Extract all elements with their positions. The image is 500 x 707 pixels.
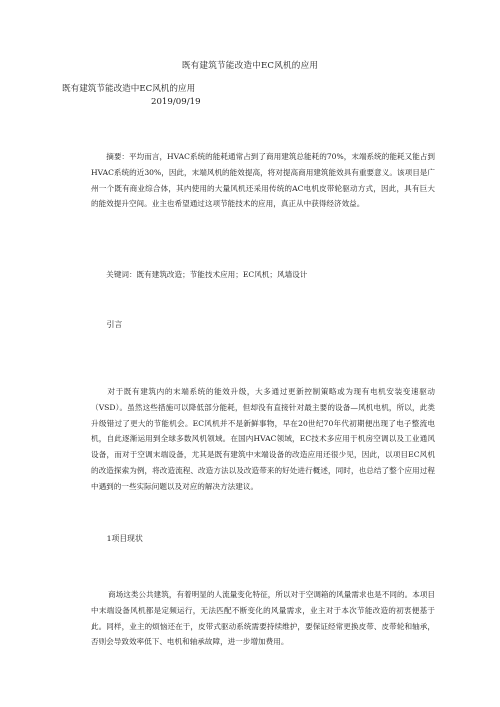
section-1-paragraph: 商场这类公共建筑，有着明显的人流量变化特征，所以对于空调箱的风量需求也是不同的。本项目中末端设备风机都是定频运行，无法匹配不断变化的风量需求，业主对于本次节能改造的初衷便基于此。同样，业主的烦恼还在于，皮带式驱动系统需要持续维护，要保证经常更换皮带、皮带轮和轴承，否则会导致效率低下、电机和轴承故障，进一步增加费用。	[91, 590, 435, 647]
document-title: 既有建筑节能改造中EC风机的应用	[181, 61, 319, 71]
abstract-paragraph: 摘要：平均而言，HVAC系统的能耗通常占到了商用建筑总能耗的70%，末端系统的能耗又能占到HVAC系统的近30%，因此，末端风机的能效提高，将对提高商用建筑能效具有重要意义。该项目是广州一个既有商业综合体，其内使用的大量风机还采用传统的AC电机皮带轮驱动方式，因此，具有巨大的能效提升空间。业主也希望通过这项节能技术的应用，真正从中获得经济效益。	[91, 152, 435, 209]
intro-heading: 引言	[91, 320, 123, 329]
article-title: 既有建筑节能改造中EC风机的应用	[62, 84, 196, 94]
keywords-paragraph: 关键词：既有建筑改造；节能技术应用；EC风机；风墙设计	[91, 270, 308, 279]
section-1-heading: 1项目现状	[91, 534, 143, 543]
publish-date: 2019/09/19	[151, 97, 201, 107]
intro-paragraph: 对于既有建筑内的末端系统的能效升级，大多通过更新控制策略或为现有电机安装变速驱动（VSD）。虽然这些措施可以降低部分能耗，但却没有直接针对最主要的设备—风机电机，所以，此类升级错过了更大的节能机会。EC风机并不是新鲜事物，早在20世纪70年代初期便出现了电子整流电机，自此逐渐运用到全球多数风机领域。在国内HVAC领域，EC技术多应用于机房空调以及工业通风设备，而对于空调末端设备，尤其是既有建筑中末端设备的改造应用还很少见，因此，以项目EC风机的改造探索为例，将改造流程、改造方法以及改造带来的好处进行概述，同时，也总结了整个应用过程中遇到的一些实际问题以及对应的解决方法建议。	[91, 387, 435, 491]
